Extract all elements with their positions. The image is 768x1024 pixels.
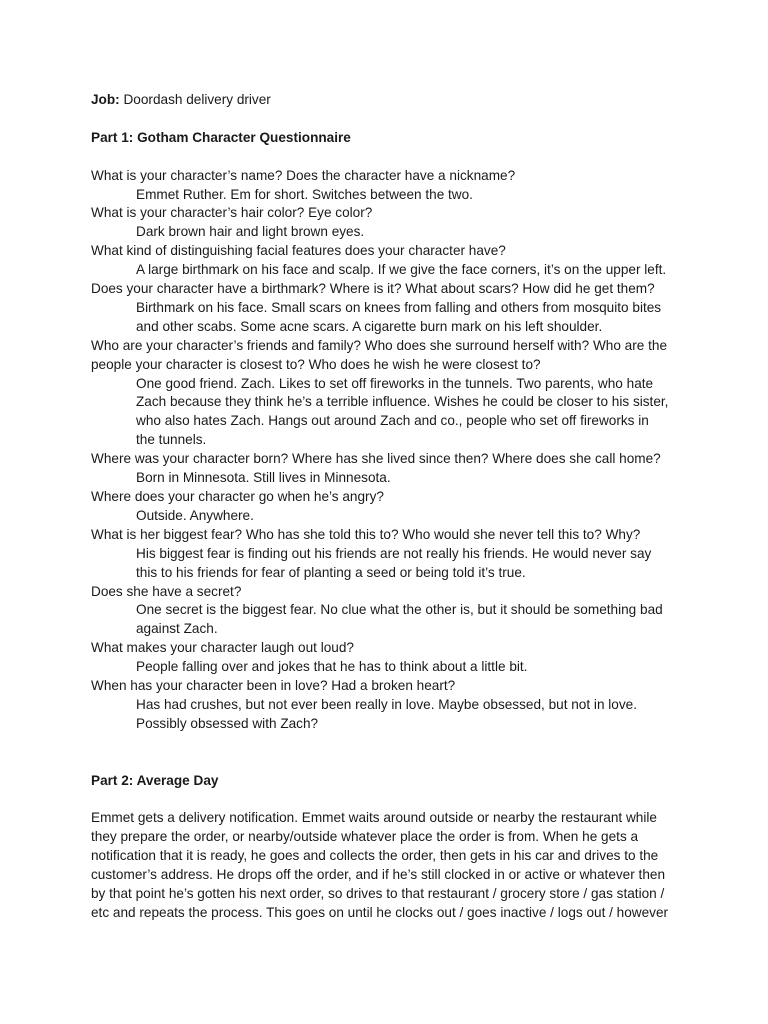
- question-line: What kind of distinguishing facial features does your character have?: [91, 243, 506, 259]
- answer-line: against Zach.: [136, 621, 218, 637]
- spacer: [91, 148, 691, 167]
- answer-line: Born in Minnesota. Still lives in Minnesota.: [136, 470, 391, 486]
- question-line: Does your character have a birthmark? Where is it? What about scars? How did he get them?: [91, 281, 655, 297]
- question-line: Who are your character’s friends and family? Who does she surround herself with? Who are the: [91, 337, 668, 353]
- question-line: What makes your character laugh out loud?: [91, 640, 354, 656]
- question-line: people your character is closest to? Who does he wish he were closest to?: [91, 356, 541, 372]
- questionnaire: [91, 167, 691, 734]
- paragraph-line: etc and repeats the process. This goes on until he clocks out / goes inactive / logs out / however: [91, 904, 669, 920]
- answer-line: this to his friends for fear of planting a seed or being told it’s true.: [136, 564, 526, 580]
- paragraph-line: Emmet gets a delivery notification. Emmet waits around outside or nearby the restaurant while: [91, 810, 657, 826]
- answer-line: Zach because they think he’s a terrible influence. Wishes he could be closer to his sister,: [136, 394, 669, 410]
- spacer: [91, 753, 691, 772]
- question-line: What is her biggest fear? Who has she told this to? Who would she never tell this to? Why?: [91, 526, 641, 542]
- answer-line: who also hates Zach. Hangs out around Zach and co., people who set off fireworks in: [136, 413, 649, 429]
- job-value: Doordash delivery driver: [119, 92, 271, 107]
- question-line: When has your character been in love? Had a broken heart?: [91, 678, 456, 694]
- question-line: Where does your character go when he’s angry?: [91, 489, 384, 504]
- spacer: [91, 110, 691, 129]
- answer-line: the tunnels.: [136, 432, 207, 448]
- paragraph-line: notification that it is ready, he goes and collects the order, then gets in his car and drives to the: [91, 848, 659, 864]
- paragraph-line: by that point he’s gotten his next order, so drives to that restaurant / grocery store / gas station /: [91, 885, 665, 901]
- job-label: Job:: [91, 92, 120, 107]
- answer-line: His biggest fear is finding out his friends are not really his friends. He would never say: [136, 545, 652, 561]
- part1-heading: Part 1: Gotham Character Questionnaire: [91, 129, 351, 145]
- answer-line: Possibly obsessed with Zach?: [136, 715, 319, 731]
- answer-line: Has had crushes, but not ever been really in love. Maybe obsessed, but not in love.: [136, 696, 637, 712]
- answer-line: One secret is the biggest fear. No clue what the other is, but it should be something bad: [136, 602, 663, 618]
- answer-line: Outside. Anywhere.: [136, 507, 254, 523]
- spacer: [91, 790, 691, 809]
- question-line: What is your character’s hair color? Eye color?: [91, 205, 373, 221]
- answer-line: A large birthmark on his face and scalp. If we give the face corners, it’s on the upper left.: [136, 262, 667, 278]
- question-line: Does she have a secret?: [91, 583, 242, 599]
- spacer: [91, 734, 691, 753]
- question-line: What is your character’s name? Does the character have a nickname?: [91, 167, 516, 183]
- paragraph-line: customer’s address. He drops off the order, and if he’s still clocked in or active or whatever then: [91, 867, 666, 883]
- answer-line: and other scabs. Some acne scars. A cigarette burn mark on his left shoulder.: [136, 318, 603, 334]
- paragraph-line: they prepare the order, or nearby/outside whatever place the order is from. When he gets a: [91, 829, 639, 845]
- average-day-paragraph: [91, 809, 691, 922]
- answer-line: People falling over and jokes that he has to think about a little bit.: [136, 659, 528, 675]
- answer-line: Emmet Ruther. Em for short. Switches between the two.: [136, 186, 473, 202]
- job-line: [91, 91, 691, 110]
- answer-line: Birthmark on his face. Small scars on knees from falling and others from mosquito bites: [136, 299, 662, 315]
- document-page: [91, 91, 691, 923]
- answer-line: Dark brown hair and light brown eyes.: [136, 224, 365, 240]
- part2-heading: Part 2: Average Day: [91, 772, 219, 788]
- answer-line: One good friend. Zach. Likes to set off fireworks in the tunnels. Two parents, who hate: [136, 375, 654, 391]
- question-line: Where was your character born? Where has she lived since then? Where does she call home?: [91, 451, 661, 467]
